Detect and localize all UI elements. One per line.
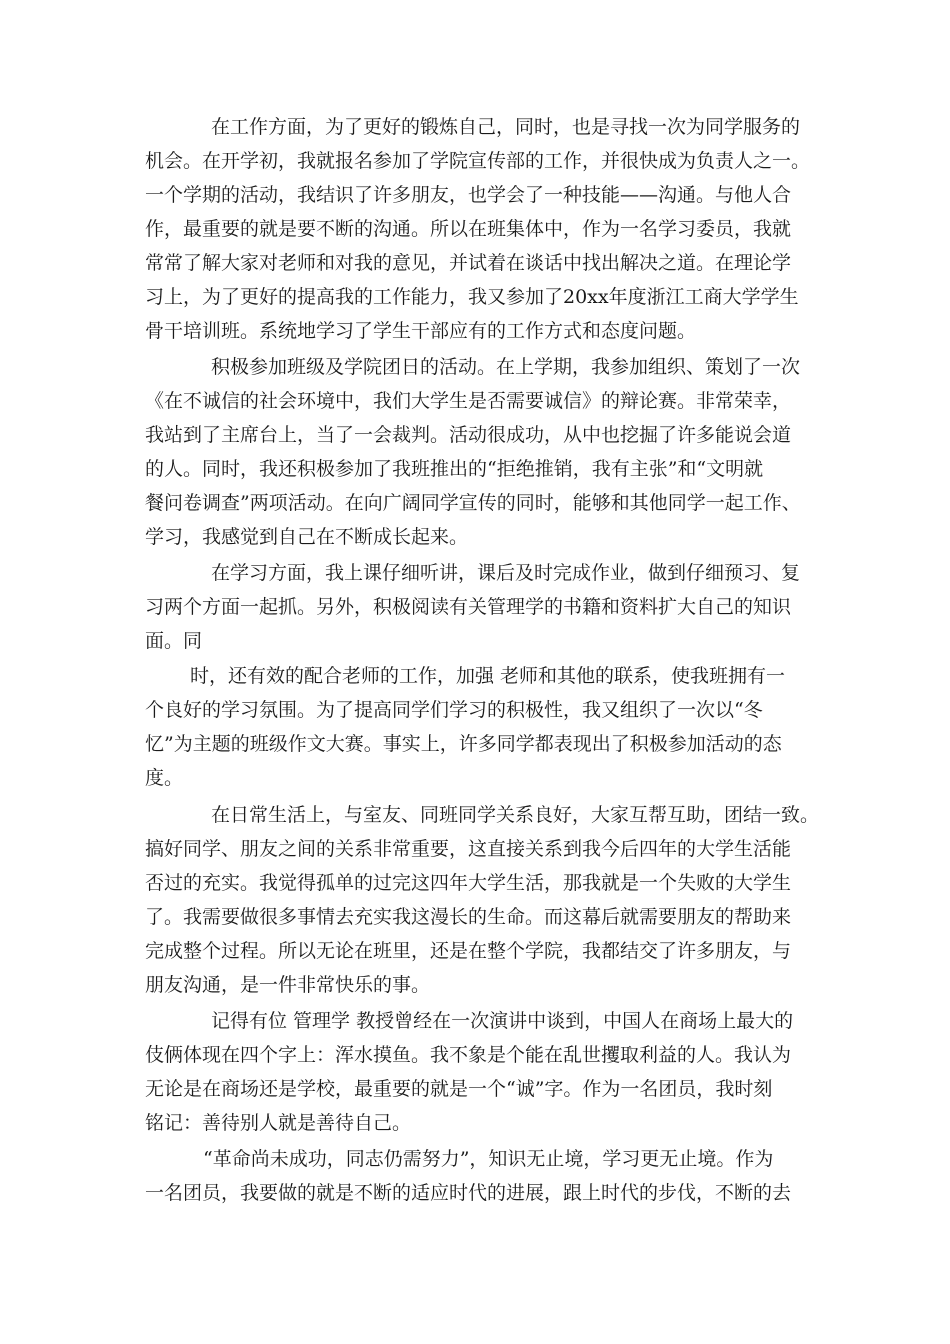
text-line: 一个学期的活动，我结识了许多朋友，也学会了一种技能——沟通。与他人合: [145, 184, 792, 206]
text-line: 度。: [145, 767, 184, 789]
text-line: 机会。在开学初，我就报名参加了学院宣传部的工作，并很快成为负责人之一。: [145, 150, 811, 172]
text-line: 搞好同学、朋友之间的关系非常重要，这直接关系到我今后四年的大学生活能: [145, 838, 792, 860]
text-line: 朋友沟通，是一件非常快乐的事。: [145, 974, 431, 996]
text-line: 我站到了主席台上，当了一会裁判。活动很成功，从中也挖掘了许多能说会道: [145, 424, 792, 446]
text-line: 面。同: [145, 630, 203, 652]
text-line: 在工作方面，为了更好的锻炼自己，同时，也是寻找一次为同学服务的: [211, 116, 801, 138]
text-line: 的人。同时，我还积极参加了我班推出的“拒绝推销，我有主张”和“文明就: [145, 458, 764, 480]
text-line: 否过的充实。我觉得孤单的过完这四年大学生活，那我就是一个失败的大学生: [145, 872, 792, 894]
text-line: 积极参加班级及学院团日的活动。在上学期，我参加组织、策划了一次: [211, 356, 801, 378]
text-line: 常常了解大家对老师和对我的意见，并试着在谈话中找出解决之道。在理论学: [145, 252, 792, 274]
text-line: “革命尚未成功，同志仍需努力”，知识无止境，学习更无止境。作为: [203, 1148, 774, 1170]
text-line: 学习，我感觉到自己在不断成长起来。: [145, 526, 469, 548]
text-line: 在日常生活上，与室友、同班同学关系良好，大家互帮互助，团结一致。: [211, 804, 820, 826]
text-line: 忆”为主题的班级作文大赛。事实上，许多同学都表现出了积极参加活动的态: [145, 733, 782, 755]
text-line: 在学习方面，我上课仔细听讲，课后及时完成作业，做到仔细预习、复: [211, 562, 801, 584]
text-line: 习上，为了更好的提高我的工作能力，我又参加了20xx年度浙江工商大学学生: [145, 286, 799, 308]
text-line: 记得有位 管理学 教授曾经在一次演讲中谈到，中国人在商场上最大的: [211, 1010, 794, 1032]
text-line: 了。我需要做很多事情去充实我这漫长的生命。而这幕后就需要朋友的帮助来: [145, 906, 792, 928]
text-line: 伎俩体现在四个字上：浑水摸鱼。我不象是个能在乱世攫取利益的人。我认为: [145, 1044, 792, 1066]
text-line: 完成整个过程。所以无论在班里，还是在整个学院，我都结交了许多朋友，与: [145, 940, 792, 962]
text-line: 时，还有效的配合老师的工作，加强 老师和其他的联系，使我班拥有一: [190, 665, 786, 687]
text-line: 无论是在商场还是学校，最重要的就是一个“诚”字。作为一名团员，我时刻: [145, 1078, 773, 1100]
text-line: 一名团员，我要做的就是不断的适应时代的进展，跟上时代的步伐，不断的去: [145, 1182, 792, 1204]
text-line: 习两个方面一起抓。另外，积极阅读有关管理学的书籍和资料扩大自己的知识: [145, 596, 792, 618]
text-line: 个良好的学习氛围。为了提高同学们学习的积极性，我又组织了一次以“冬: [145, 699, 763, 721]
text-line: 铭记：善待别人就是善待自己。: [145, 1112, 412, 1134]
text-line: 作，最重要的就是要不断的沟通。所以在班集体中，作为一名学习委员，我就: [145, 218, 792, 240]
text-line: 《在不诚信的社会环境中，我们大学生是否需要诚信》的辩论赛。非常荣幸，: [145, 390, 792, 412]
text-line: 餐问卷调查”两项活动。在向广阔同学宣传的同时，能够和其他同学一起工作、: [145, 492, 801, 514]
text-line: 骨干培训班。系统地学习了学生干部应有的工作方式和态度问题。: [145, 320, 697, 342]
